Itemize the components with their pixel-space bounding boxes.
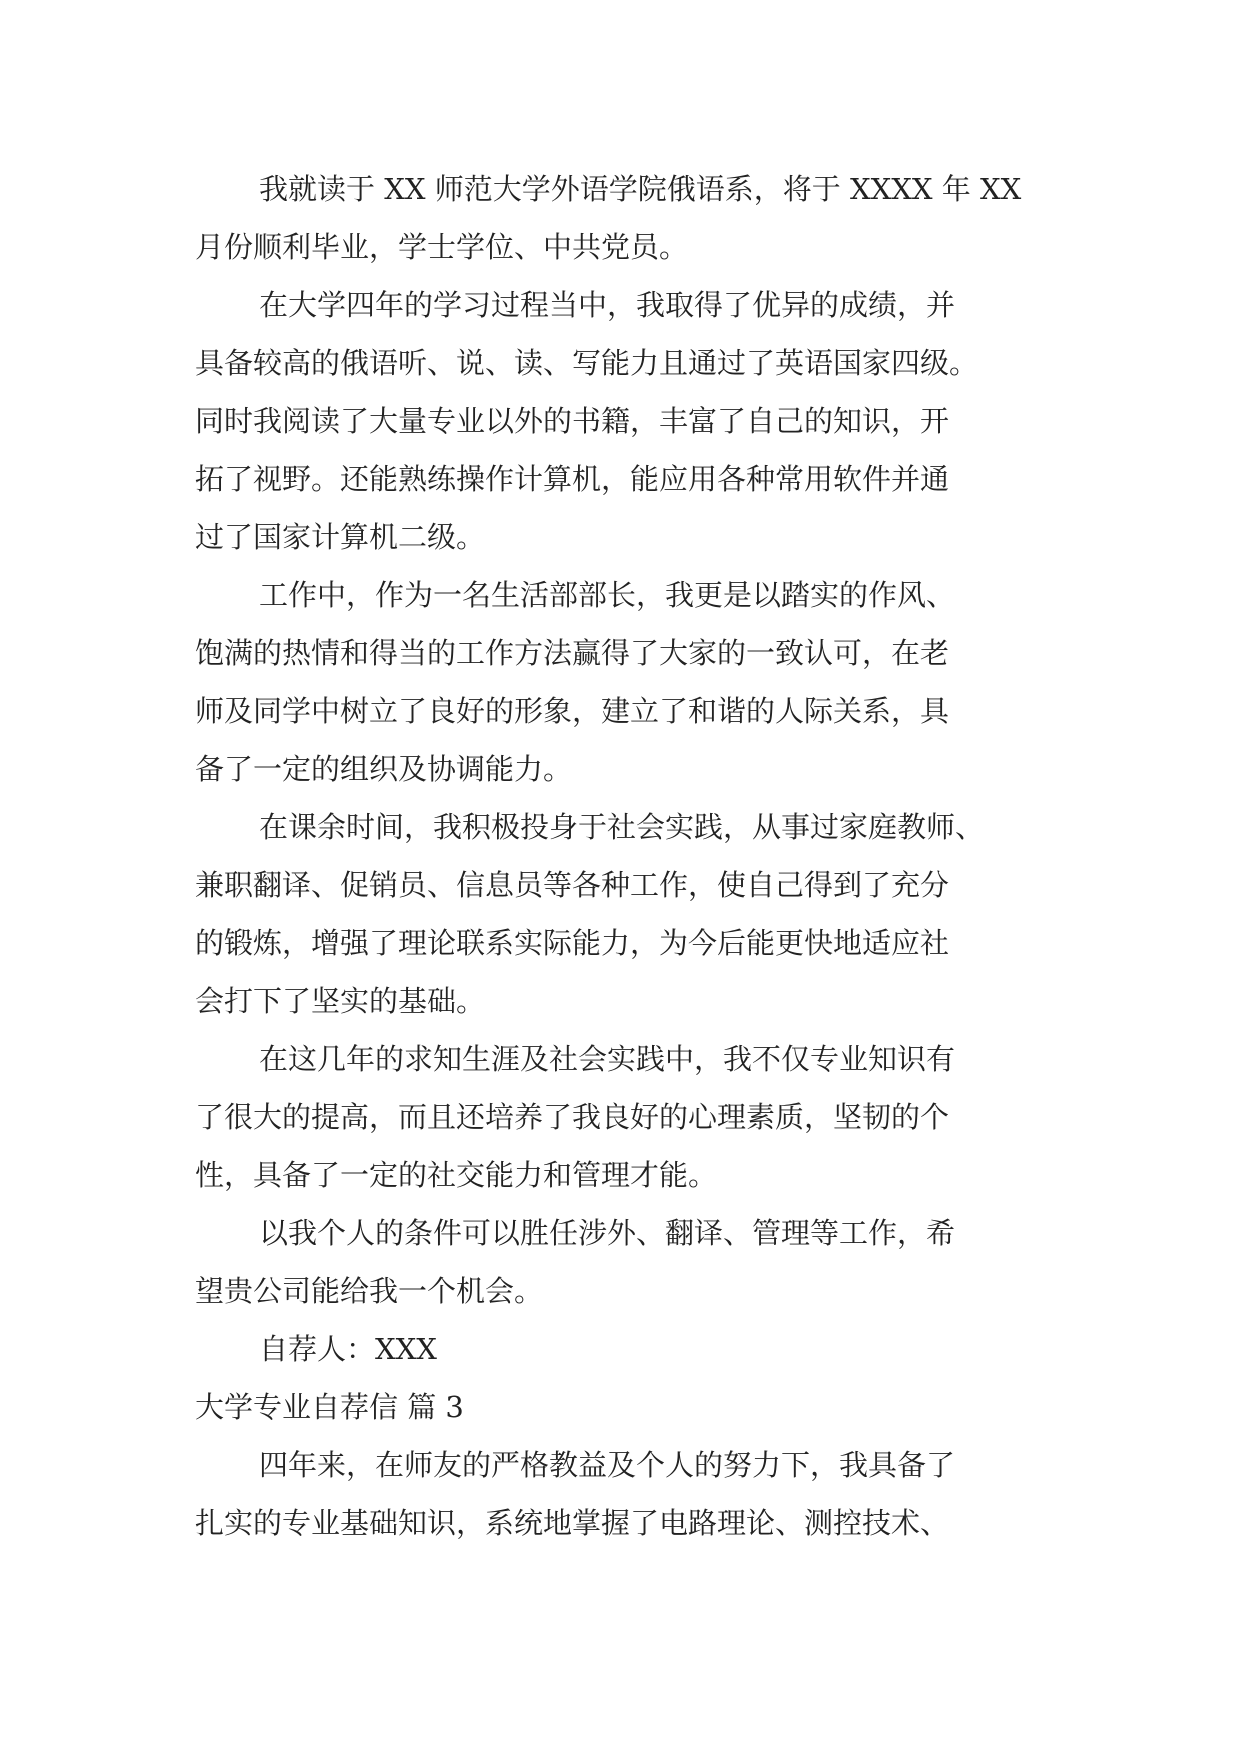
paragraph-6-line-1: 以我个人的条件可以胜任涉外、翻译、管理等工作，希 — [259, 1216, 956, 1250]
paragraph-7-line-2: 扎实的专业基础知识，系统地掌握了电路理论、测控技术、 — [195, 1506, 950, 1540]
paragraph-2-line-3: 同时我阅读了大量专业以外的书籍，丰富了自己的知识，开 — [195, 404, 950, 438]
document-body — [195, 160, 1065, 1552]
paragraph-1-line-1: 我就读于 XX 师范大学外语学院俄语系，将于 XXXX 年 XX — [259, 172, 1022, 206]
paragraph-3-line-4: 备了一定的组织及协调能力。 — [195, 752, 573, 786]
paragraph-5-line-2: 了很大的提高，而且还培养了我良好的心理素质，坚韧的个 — [195, 1100, 950, 1134]
paragraph-4-line-3: 的锻炼，增强了理论联系实际能力，为今后能更快地适应社 — [195, 926, 950, 960]
paragraph-2-line-4: 拓了视野。还能熟练操作计算机，能应用各种常用软件并通 — [195, 462, 950, 496]
paragraph-4-line-4: 会打下了坚实的基础。 — [195, 984, 486, 1018]
paragraph-1-line-2: 月份顺利毕业，学士学位、中共党员。 — [195, 230, 689, 264]
paragraph-3-line-3: 师及同学中树立了良好的形象，建立了和谐的人际关系，具 — [195, 694, 950, 728]
paragraph-2-line-5: 过了国家计算机二级。 — [195, 520, 486, 554]
paragraph-4-line-2: 兼职翻译、促销员、信息员等各种工作，使自己得到了充分 — [195, 868, 950, 902]
signature-line: 自荐人：XXX — [259, 1332, 437, 1366]
paragraph-4-line-1: 在课余时间，我积极投身于社会实践，从事过家庭教师、 — [259, 810, 985, 844]
paragraph-3-line-2: 饱满的热情和得当的工作方法赢得了大家的一致认可，在老 — [195, 636, 950, 670]
paragraph-3-line-1: 工作中，作为一名生活部部长，我更是以踏实的作风、 — [259, 578, 956, 612]
paragraph-2-line-2: 具备较高的俄语听、说、读、写能力且通过了英语国家四级。 — [195, 346, 979, 380]
section-heading: 大学专业自荐信 篇 3 — [195, 1390, 464, 1424]
paragraph-5-line-3: 性，具备了一定的社交能力和管理才能。 — [195, 1158, 718, 1192]
paragraph-2-line-1: 在大学四年的学习过程当中，我取得了优异的成绩，并 — [259, 288, 956, 322]
paragraph-6-line-2: 望贵公司能给我一个机会。 — [195, 1274, 544, 1308]
paragraph-7-line-1: 四年来，在师友的严格教益及个人的努力下，我具备了 — [259, 1448, 956, 1482]
paragraph-5-line-1: 在这几年的求知生涯及社会实践中，我不仅专业知识有 — [259, 1042, 956, 1076]
